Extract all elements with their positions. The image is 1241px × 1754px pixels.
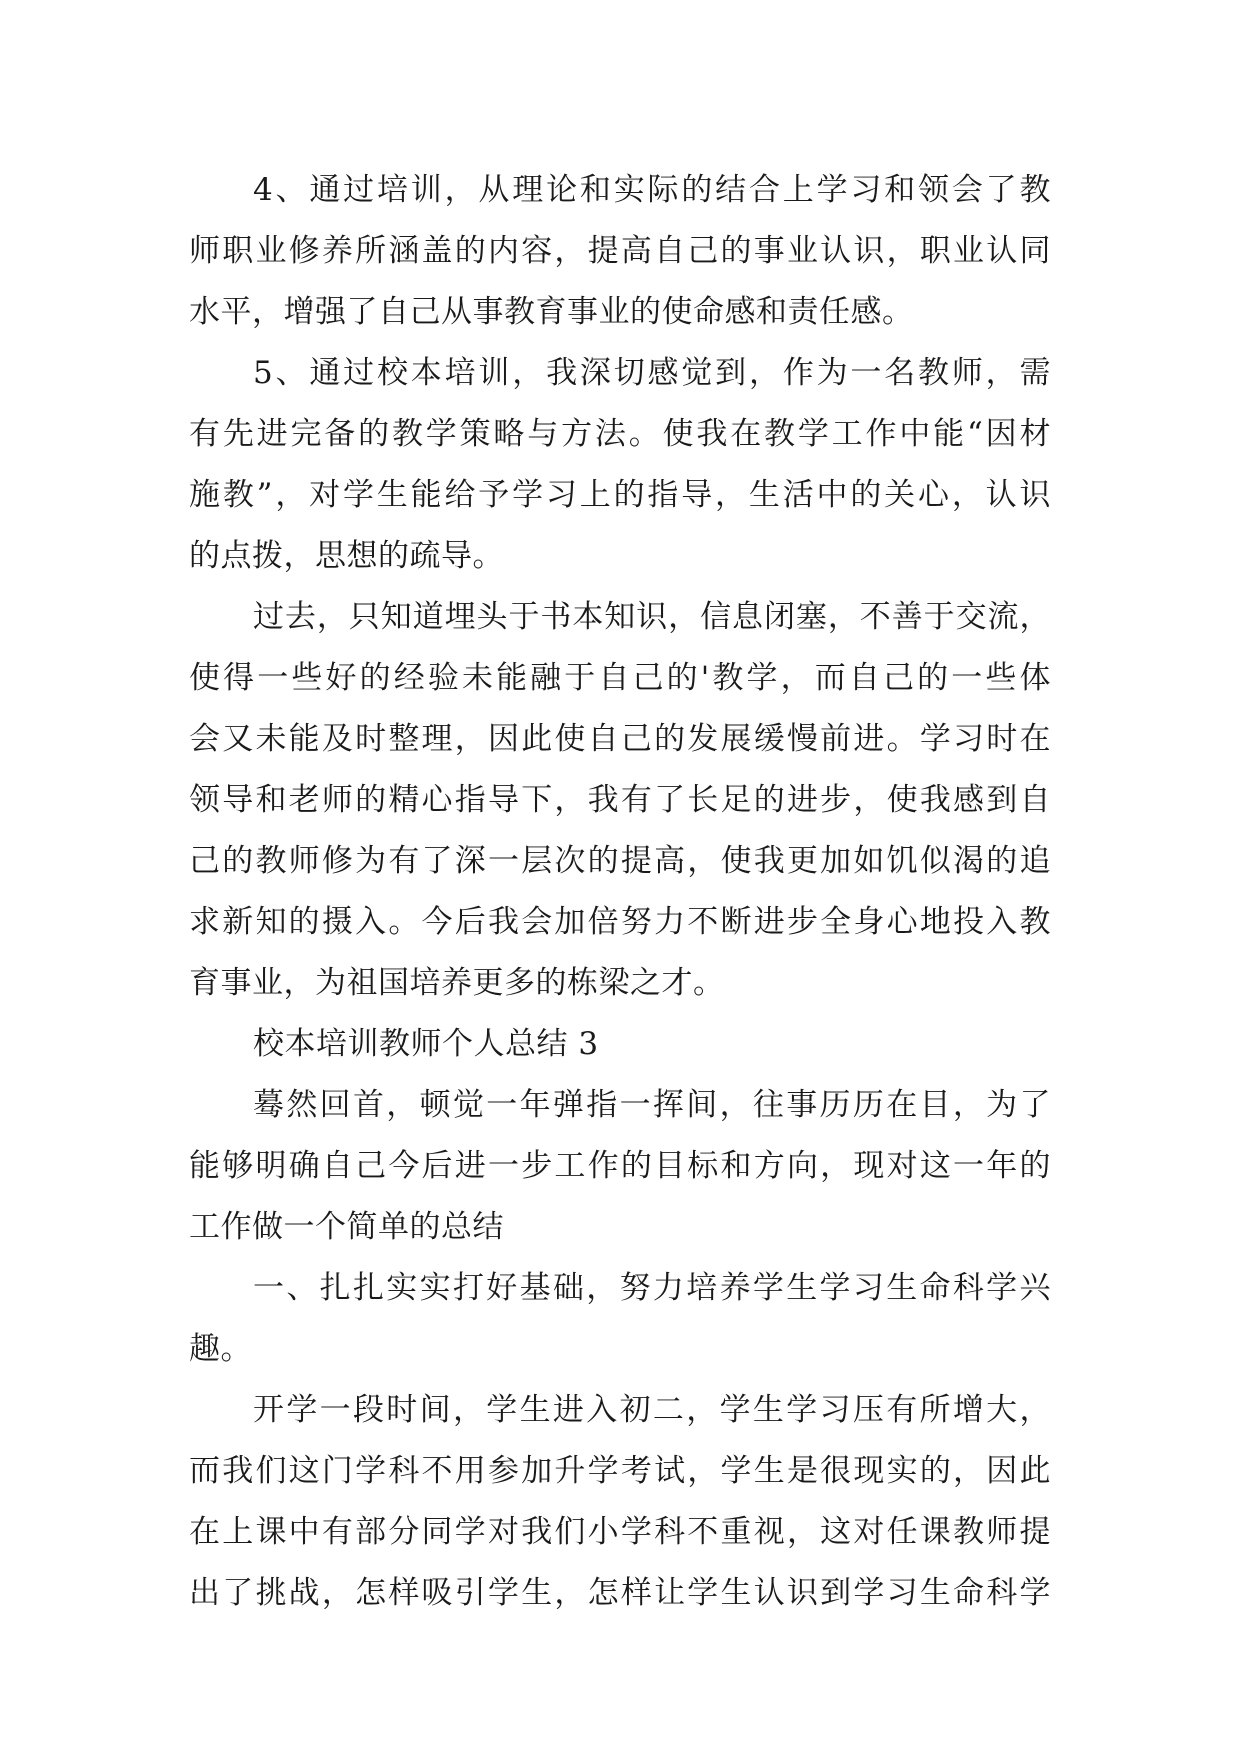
paragraph-past-line-2: 使得一些好的经验未能融于自己的'教学，而自己的一些体 xyxy=(189,660,1051,696)
paragraph-4-line-1: 4、通过培训，从理论和实际的结合上学习和领会了教 xyxy=(253,172,1051,208)
paragraph-5-line-4: 的点拨，思想的疏导。 xyxy=(189,538,504,574)
paragraph-past-line-5: 己的教师修为有了深一层次的提高，使我更加如饥似渴的追 xyxy=(189,843,1051,879)
section-heading: 校本培训教师个人总结 3 xyxy=(253,1026,599,1062)
paragraph-review-line-2: 能够明确自己今后进一步工作的目标和方向，现对这一年的 xyxy=(189,1148,1051,1184)
paragraph-4-line-2: 师职业修养所涵盖的内容，提高自己的事业认识，职业认同 xyxy=(189,233,1051,269)
paragraph-5-line-2: 有先进完备的教学策略与方法。使我在教学工作中能“因材 xyxy=(189,416,1051,452)
paragraph-semester-line-2: 而我们这门学科不用参加升学考试，学生是很现实的，因此 xyxy=(189,1453,1051,1489)
paragraph-past-line-7: 育事业，为祖国培养更多的栋梁之才。 xyxy=(189,965,725,1001)
paragraph-semester-line-4: 出了挑战，怎样吸引学生，怎样让学生认识到学习生命科学 xyxy=(189,1575,1051,1611)
point-one-line-2: 趣。 xyxy=(189,1331,252,1367)
paragraph-past-line-6: 求新知的摄入。今后我会加倍努力不断进步全身心地投入教 xyxy=(189,904,1051,940)
paragraph-past-line-3: 会又未能及时整理，因此使自己的发展缓慢前进。学习时在 xyxy=(189,721,1051,757)
paragraph-5-line-1: 5、通过校本培训，我深切感觉到，作为一名教师，需 xyxy=(253,355,1051,391)
paragraph-review-line-3: 工作做一个简单的总结 xyxy=(189,1209,504,1245)
paragraph-review-line-1: 蓦然回首，顿觉一年弹指一挥间，往事历历在目，为了 xyxy=(253,1087,1051,1123)
document-page xyxy=(189,160,1051,1624)
paragraph-semester-line-3: 在上课中有部分同学对我们小学科不重视，这对任课教师提 xyxy=(189,1514,1051,1550)
point-one-line-1: 一、扎扎实实打好基础，努力培养学生学习生命科学兴 xyxy=(253,1270,1051,1306)
paragraph-semester-line-1: 开学一段时间，学生进入初二，学生学习压有所增大， xyxy=(253,1392,1051,1428)
paragraph-4-line-3: 水平，增强了自己从事教育事业的使命感和责任感。 xyxy=(189,294,914,330)
paragraph-5-line-3: 施教”，对学生能给予学习上的指导，生活中的关心，认识 xyxy=(189,477,1051,513)
paragraph-past-line-4: 领导和老师的精心指导下，我有了长足的进步，使我感到自 xyxy=(189,782,1051,818)
paragraph-past-line-1: 过去，只知道埋头于书本知识，信息闭塞，不善于交流， xyxy=(253,599,1051,635)
